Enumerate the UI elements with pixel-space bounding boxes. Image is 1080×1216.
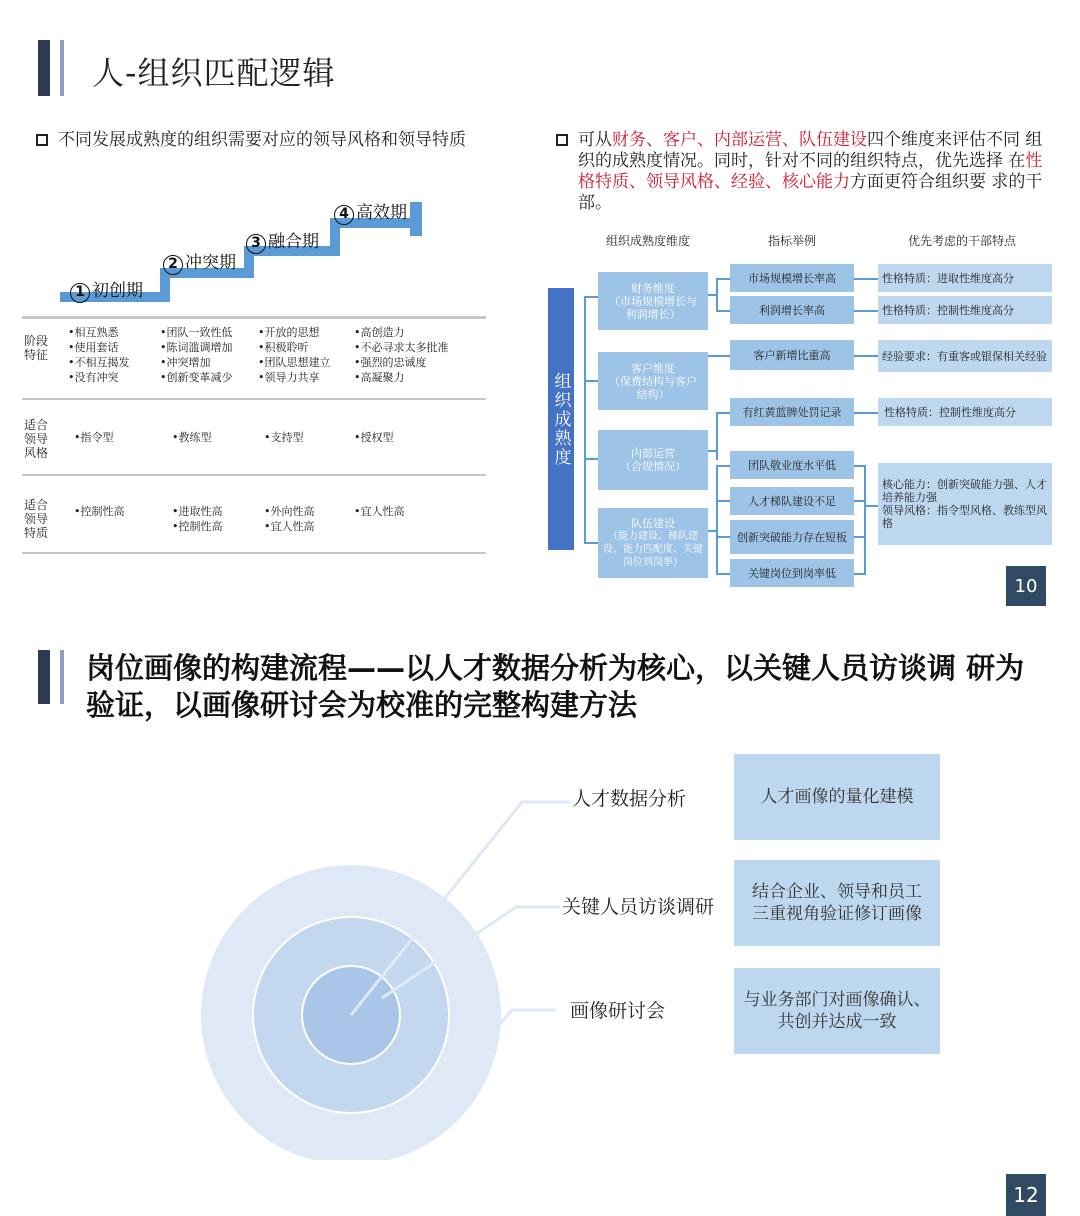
trait-box: 核心能力：创新突破能力强、人才培养能力强 领导风格：指令型风格、教练型风格 (878, 463, 1052, 545)
bullet-square (556, 134, 568, 146)
table-cell: •进取性高 •控制性高 (172, 505, 223, 533)
stage-3: 3 融合期 (246, 227, 319, 254)
table-row-label: 适合 领导 特质 (24, 498, 49, 540)
indicator-box: 利润增长率高 (730, 296, 854, 324)
flow-step-desc: 结合企业、领导和员工三重视角验证修订画像 (734, 860, 940, 946)
trait-box: 性格特质：控制性维度高分 (878, 398, 1052, 426)
left-point-text: 不同发展成熟度的组织需要对应的领导风格和领导特质 (58, 130, 466, 150)
indicator-box: 关键岗位到岗率低 (730, 559, 854, 587)
title-accent-bar-thin (60, 40, 64, 96)
dimension-box-operations: 内部运营 （合规情况） (598, 430, 708, 490)
page-number: 10 (1006, 566, 1046, 606)
stage-2: 2 冲突期 (163, 248, 236, 275)
stage-4: 4 高效期 (334, 198, 407, 225)
indicator-box: 市场规模增长率高 (730, 264, 854, 292)
col-header: 指标举例 (768, 234, 817, 248)
indicator-box: 人才梯队建设不足 (730, 487, 854, 515)
indicator-box: 创新突破能力存在短板 (730, 520, 854, 554)
flow-step-desc: 人才画像的量化建模 (734, 754, 940, 840)
table-row-label: 适合 领导 风格 (24, 418, 49, 460)
flow-step-label: 人才数据分析 (572, 788, 687, 810)
table-cell: •宜人性高 (354, 505, 405, 518)
table-cell: •授权型 (354, 431, 394, 444)
right-point-text: 可从财务、客户、内部运营、队伍建设四个维度来评估不同 组织的成熟度情况。同时，针对不同的组织特点，优先选择 在性格特质、领导风格、经验、核心能力方面更符合组织要 求的干部。 (578, 130, 1043, 213)
table-row-label: 阶段 特征 (24, 334, 49, 362)
col-header: 组织成熟度维度 (606, 234, 691, 248)
table-cell: •教练型 (172, 431, 212, 444)
trait-box: 性格特质：控制性维度高分 (878, 296, 1052, 324)
stage-1: 1 初创期 (70, 276, 143, 303)
title-accent-bar (38, 40, 50, 96)
table-cell: •相互熟悉 •使用套话 •不相互揭发 •没有冲突 (68, 326, 130, 384)
bullet-square (36, 134, 48, 146)
table-divider (22, 398, 486, 400)
table-divider (22, 316, 486, 319)
indicator-box: 团队敬业度水平低 (730, 451, 854, 479)
dimension-box-customer: 客户维度 （保费结构与客户结构） (598, 352, 708, 410)
table-cell: •控制性高 (74, 505, 125, 518)
dimension-box-team: 队伍建设 （能力建设、梯队建设、能力匹配度、关键岗位到岗率） (598, 508, 708, 578)
title-accent-bar (38, 650, 50, 704)
trait-box: 性格特质：进取性维度高分 (878, 264, 1052, 292)
flow-step-label: 画像研讨会 (570, 1000, 666, 1022)
table-cell: •指令型 (74, 431, 114, 444)
indicator-box: 有红黄蓝牌处罚记录 (730, 398, 854, 426)
table-cell: •外向性高 •宜人性高 (264, 505, 315, 533)
col-header: 优先考虑的干部特点 (908, 234, 1017, 248)
table-cell: •支持型 (264, 431, 304, 444)
slide1-title: 人-组织匹配逻辑 (92, 54, 336, 92)
page-number: 12 (1006, 1174, 1046, 1216)
trait-box: 经验要求：有重客或银保相关经验 (878, 340, 1052, 372)
table-cell: •开放的思想 •积极聆听 •团队思想建立 •领导力共享 (258, 326, 331, 384)
root-box: 组织成熟度 (548, 288, 574, 550)
flow-step-label: 关键人员访谈调研 (562, 896, 715, 918)
concentric-circles-graphic (150, 780, 710, 1160)
table-cell: •团队一致性低 •陈词滥调增加 •冲突增加 •创新变革减少 (160, 326, 233, 384)
table-cell: •高创造力 •不必寻求太多批准 •强烈的忠诚度 •高凝聚力 (354, 326, 449, 384)
table-divider (22, 552, 486, 554)
indicator-box: 客户新增比重高 (730, 340, 854, 370)
title-accent-bar-thin (60, 650, 64, 704)
slide2-title: 岗位画像的构建流程——以人才数据分析为核心，以关键人员访谈调 研为验证，以画像研讨会为校准的完整构建方法 (86, 651, 1025, 722)
flow-step-desc: 与业务部门对画像确认、共创并达成一致 (734, 968, 940, 1054)
table-divider (22, 474, 486, 476)
dimension-box-finance: 财务维度 （市场规模增长与利润增长） (598, 272, 708, 330)
